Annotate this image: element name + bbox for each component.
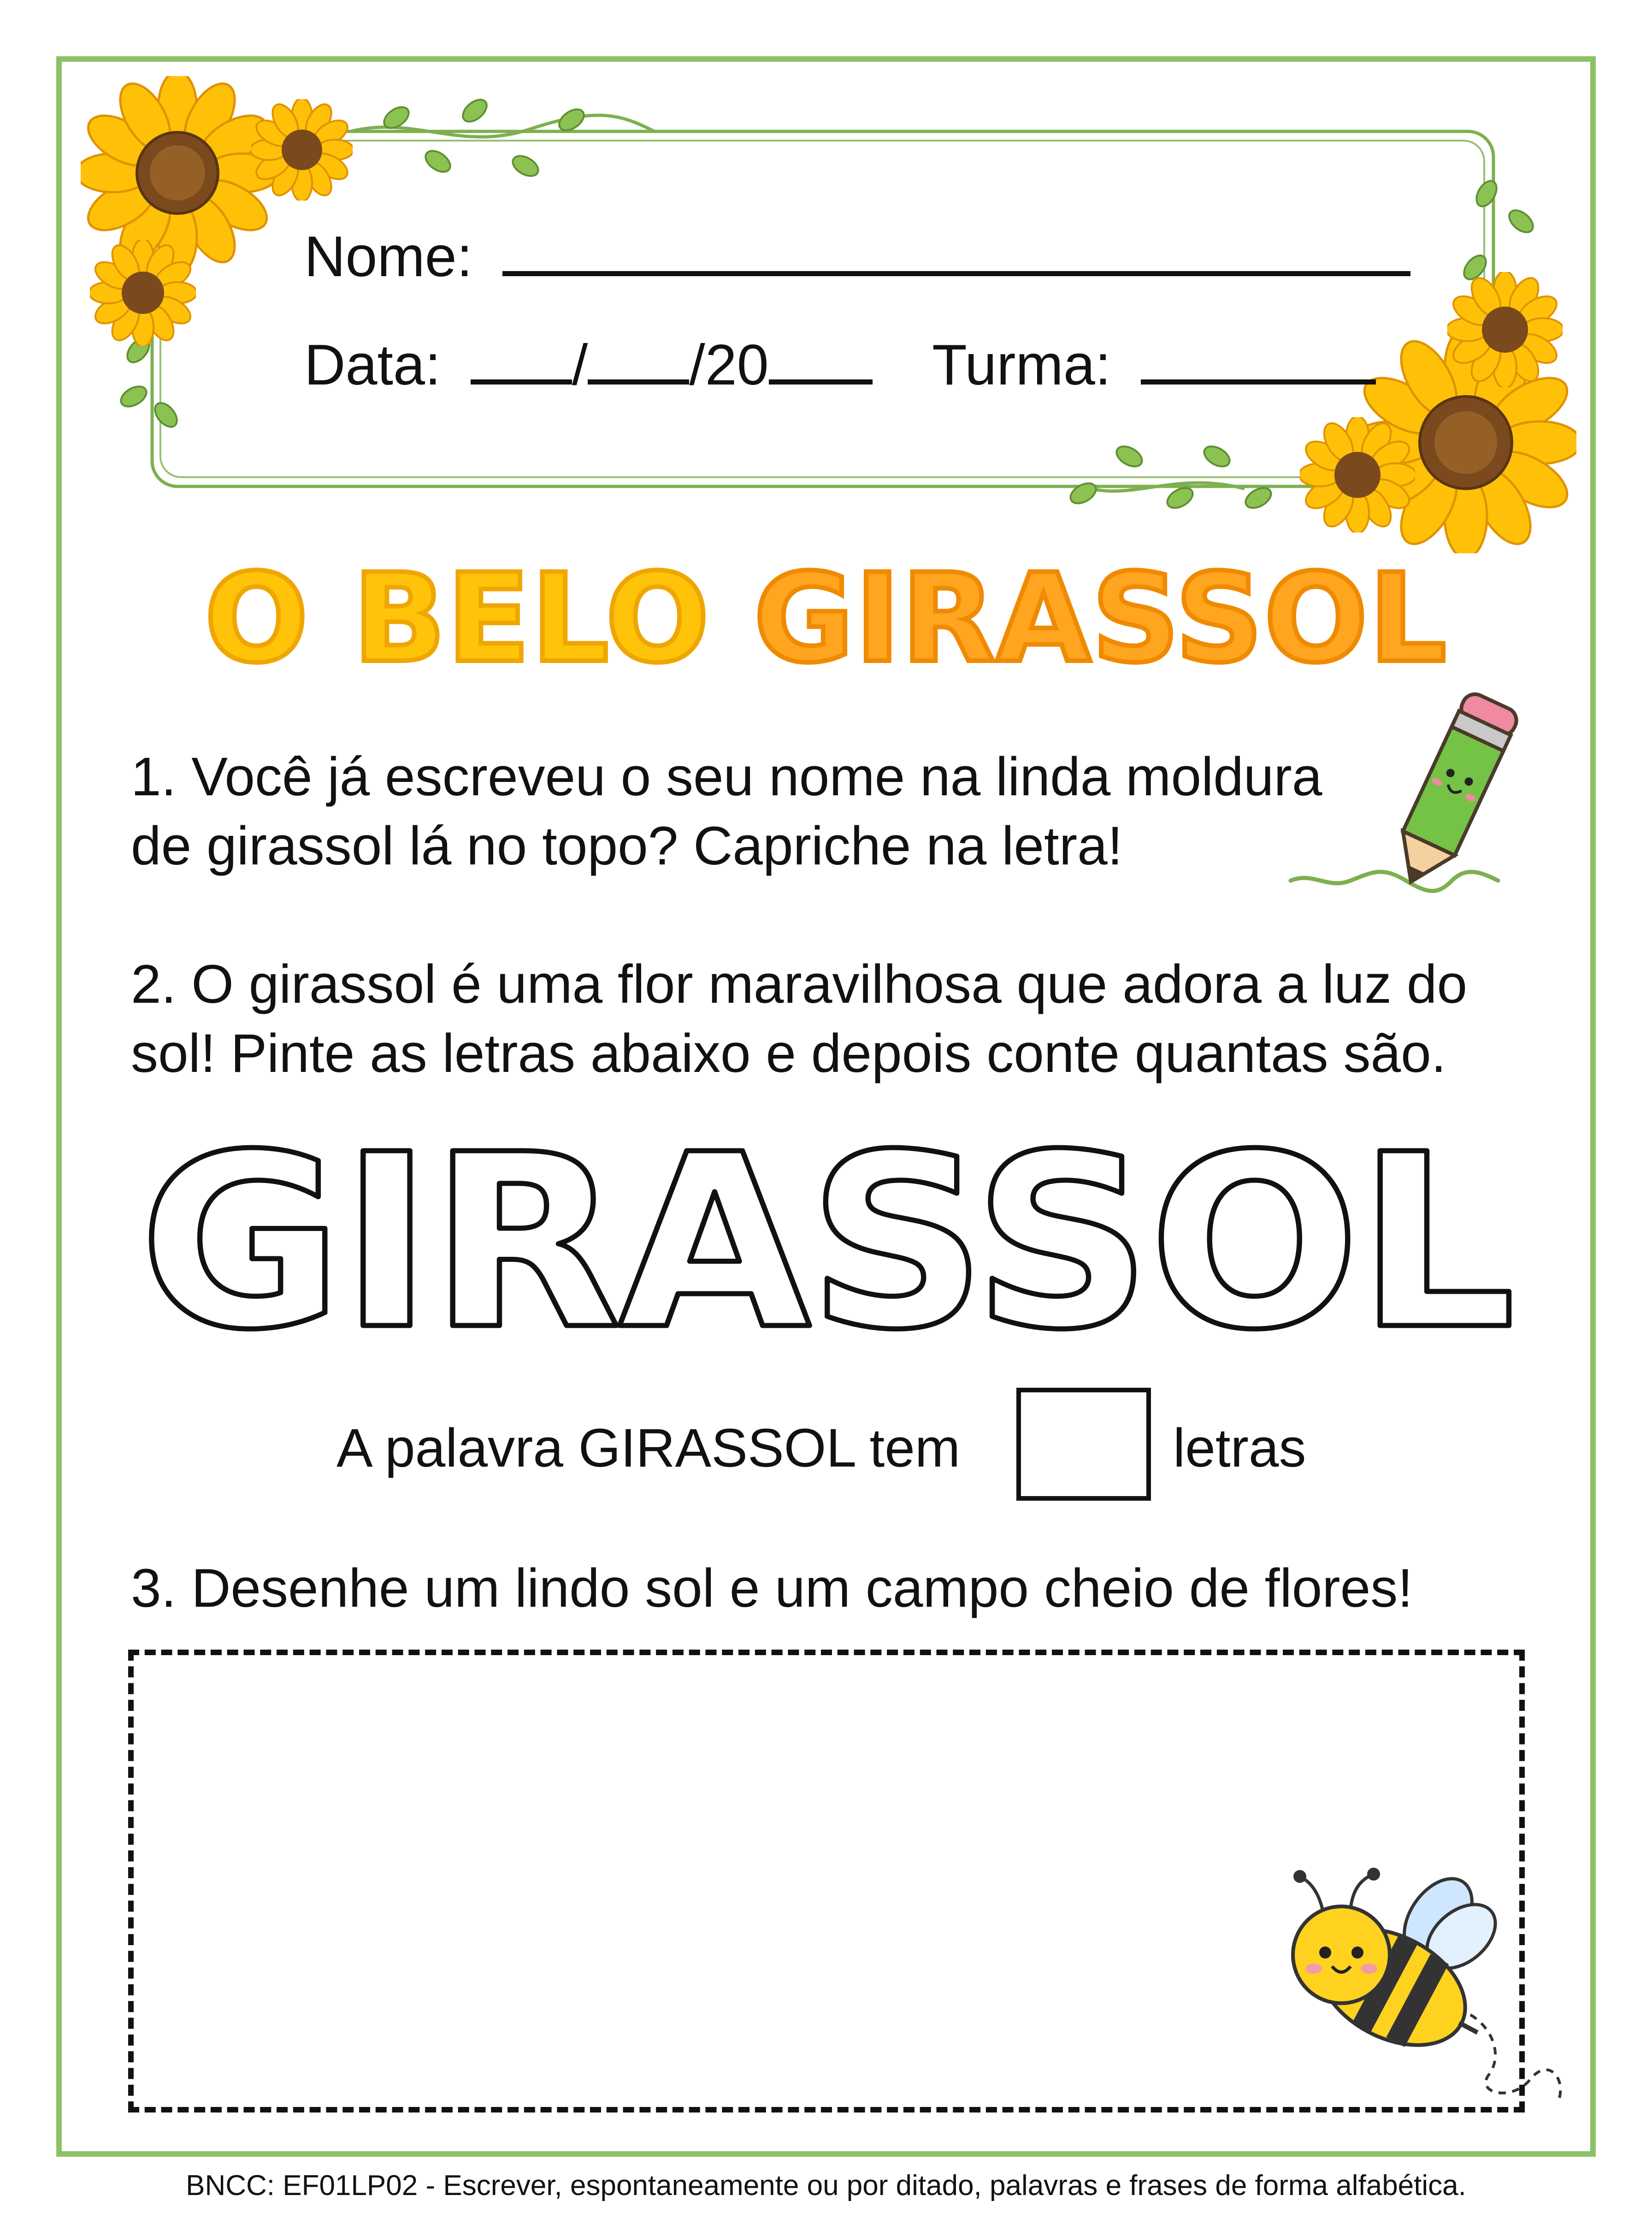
coloring-word[interactable] xyxy=(0,1097,1652,1355)
title-word-2: GIRASSOL xyxy=(754,548,1448,690)
footer-bncc: BNCC: EF01LP02 - Escrever, espontaneamente ou por ditado, palavras e frases de forma alfabética. xyxy=(186,2170,1466,2201)
date-separator: / xyxy=(572,333,588,397)
sunflower-icon xyxy=(251,99,353,201)
count-answer-box[interactable] xyxy=(1016,1388,1151,1501)
question-2-line-1: 2. O girassol é uma flor maravilhosa que adora a luz do xyxy=(131,954,1468,1015)
date-day-line[interactable] xyxy=(471,379,572,385)
coloring-word-text[interactable]: GIRASSOL xyxy=(139,1103,1513,1355)
count-text-after: letras xyxy=(1173,1418,1306,1479)
question-3: 3. Desenhe um lindo sol e um campo cheio de flores! xyxy=(131,1558,1413,1619)
title-word-1: O BELO xyxy=(204,548,710,690)
name-row xyxy=(304,225,1410,289)
name-label: Nome: xyxy=(304,225,473,289)
sunflower-icon xyxy=(90,240,196,346)
date-year-line[interactable] xyxy=(769,379,873,385)
question-1-line-2: de girassol lá no topo? Capriche na letra! xyxy=(131,816,1123,876)
date-month-line[interactable] xyxy=(588,379,689,385)
name-input-line[interactable] xyxy=(502,271,1410,276)
bee-icon xyxy=(1272,1863,1576,2121)
page-title xyxy=(0,548,1652,690)
date-row xyxy=(304,333,1376,397)
turma-label: Turma: xyxy=(932,333,1111,397)
turma-input-line[interactable] xyxy=(1141,379,1376,385)
count-text-before: A palavra GIRASSOL tem xyxy=(336,1418,961,1479)
question-2 xyxy=(131,950,1467,1088)
question-1-line-1: 1. Você já escreveu o seu nome na linda moldura xyxy=(131,746,1322,807)
pencil-icon xyxy=(1286,687,1553,904)
sunflower-icon xyxy=(1447,272,1563,387)
date-label: Data: xyxy=(304,333,441,397)
date-year-prefix: /20 xyxy=(689,333,769,397)
question-2-line-2: sol! Pinte as letras abaixo e depois conte quantas são. xyxy=(131,1023,1446,1084)
question-1 xyxy=(131,742,1322,881)
sunflower-icon xyxy=(1300,417,1415,533)
